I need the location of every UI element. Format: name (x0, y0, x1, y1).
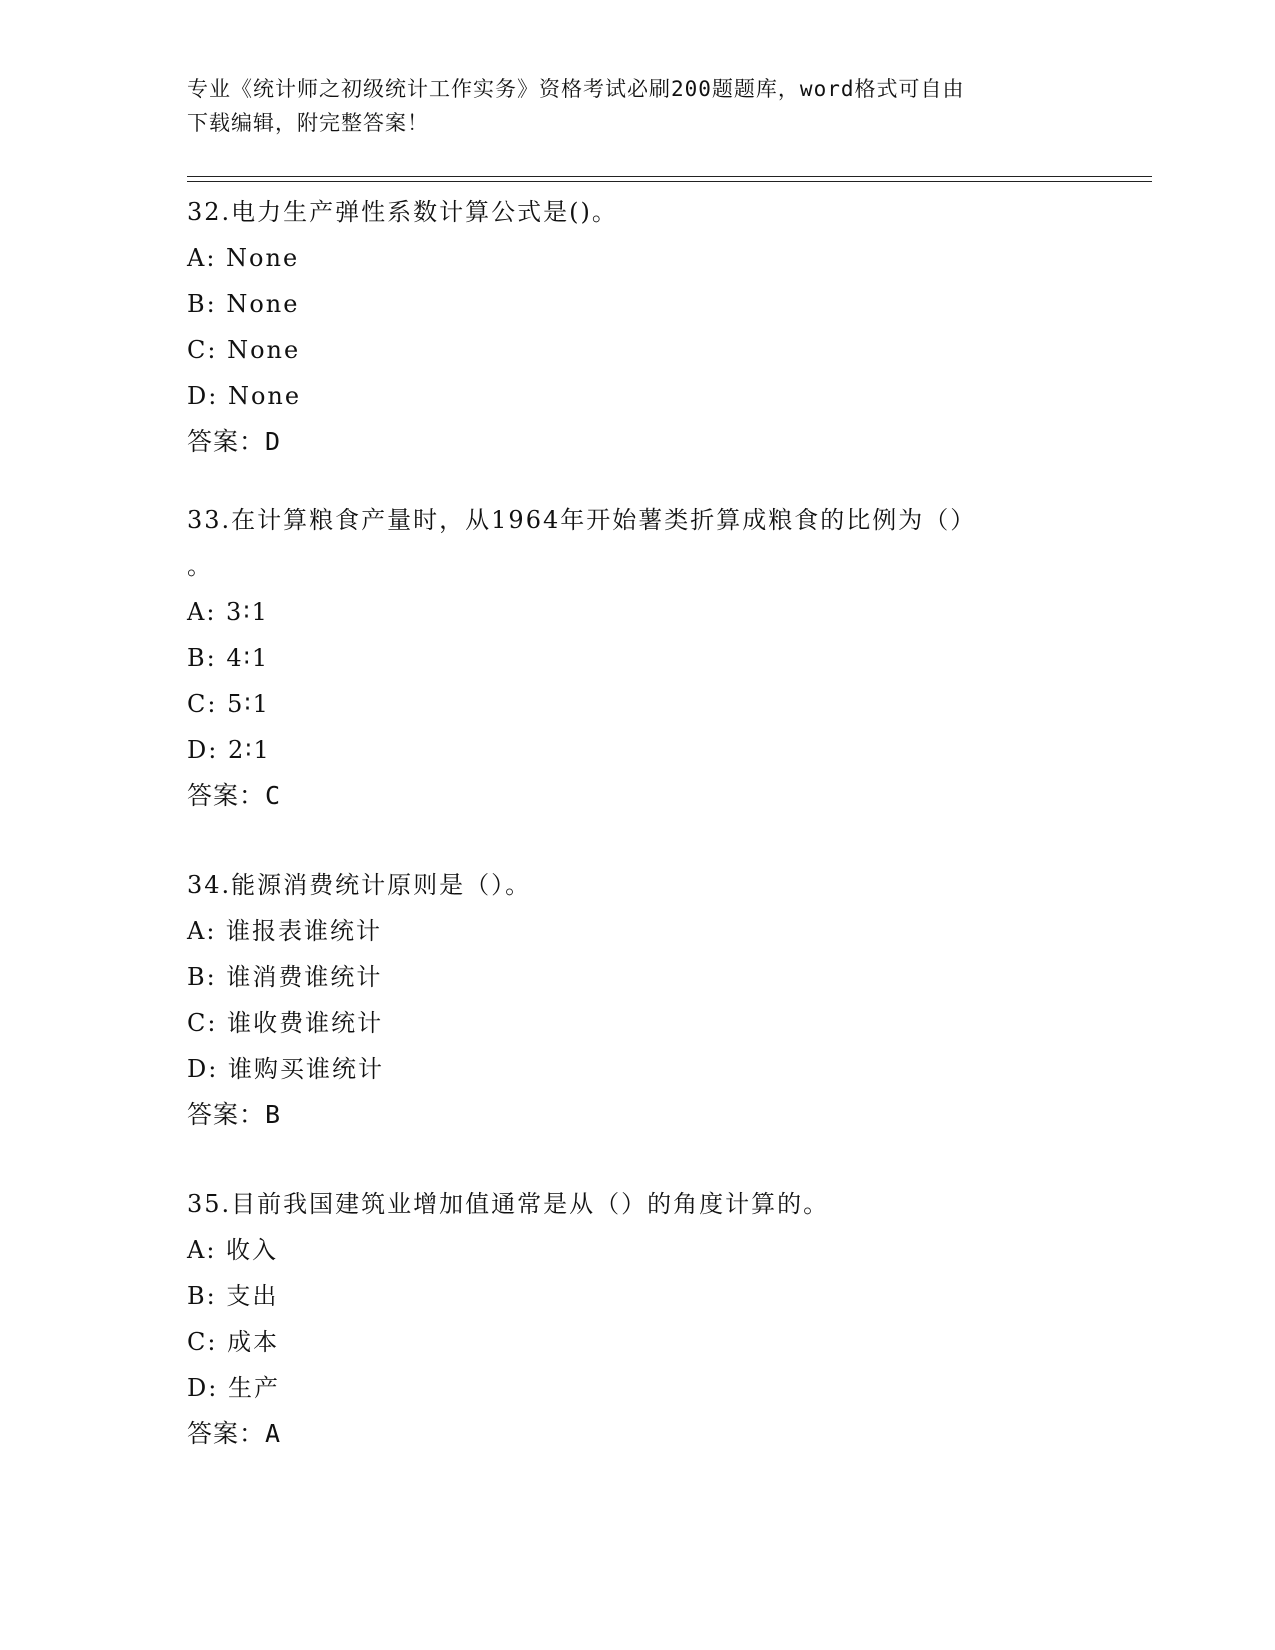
option-b: B: None (187, 290, 300, 318)
option-d: D: None (187, 382, 302, 410)
option-d: D: 2∶1 (187, 736, 271, 764)
header-line-2: 下载编辑，附完整答案！ (187, 111, 429, 135)
header-line-1: 专业《统计师之初级统计工作实务》资格考试必刷200题题库，word格式可自由 (187, 77, 965, 101)
option-a: A: 3∶1 (187, 598, 269, 626)
option-a: A: None (187, 244, 300, 272)
header-divider-bottom (187, 181, 1152, 182)
question-stem-continuation: 。 (187, 552, 213, 580)
option-d: D: 生产 (187, 1374, 280, 1402)
answer: 答案：B (187, 1100, 282, 1129)
option-d: D: 谁购买谁统计 (187, 1055, 384, 1083)
question-35 (187, 1181, 1087, 1457)
question-stem: 35.目前我国建筑业增加值通常是从（）的角度计算的。 (187, 1190, 830, 1218)
option-b: B: 谁消费谁统计 (187, 963, 383, 991)
option-c: C: None (187, 336, 301, 364)
answer: 答案：D (187, 427, 282, 456)
question-stem: 32.电力生产弹性系数计算公式是()。 (187, 198, 618, 226)
option-c: C: 5∶1 (187, 690, 270, 718)
answer: 答案：C (187, 781, 282, 810)
question-33 (187, 497, 1087, 819)
question-32 (187, 189, 1087, 465)
option-b: B: 支出 (187, 1282, 279, 1310)
document-header (187, 72, 1087, 140)
option-a: A: 收入 (187, 1236, 279, 1264)
option-b: B: 4∶1 (187, 644, 270, 672)
option-a: A: 谁报表谁统计 (187, 917, 383, 945)
option-c: C: 谁收费谁统计 (187, 1009, 384, 1037)
option-c: C: 成本 (187, 1328, 280, 1356)
header-divider-top (187, 176, 1152, 177)
question-stem: 34.能源消费统计原则是（）。 (187, 871, 532, 899)
answer: 答案：A (187, 1419, 282, 1448)
question-34 (187, 862, 1087, 1138)
question-stem: 33.在计算粮食产量时，从1964年开始薯类折算成粮食的比例为（） (187, 506, 977, 534)
